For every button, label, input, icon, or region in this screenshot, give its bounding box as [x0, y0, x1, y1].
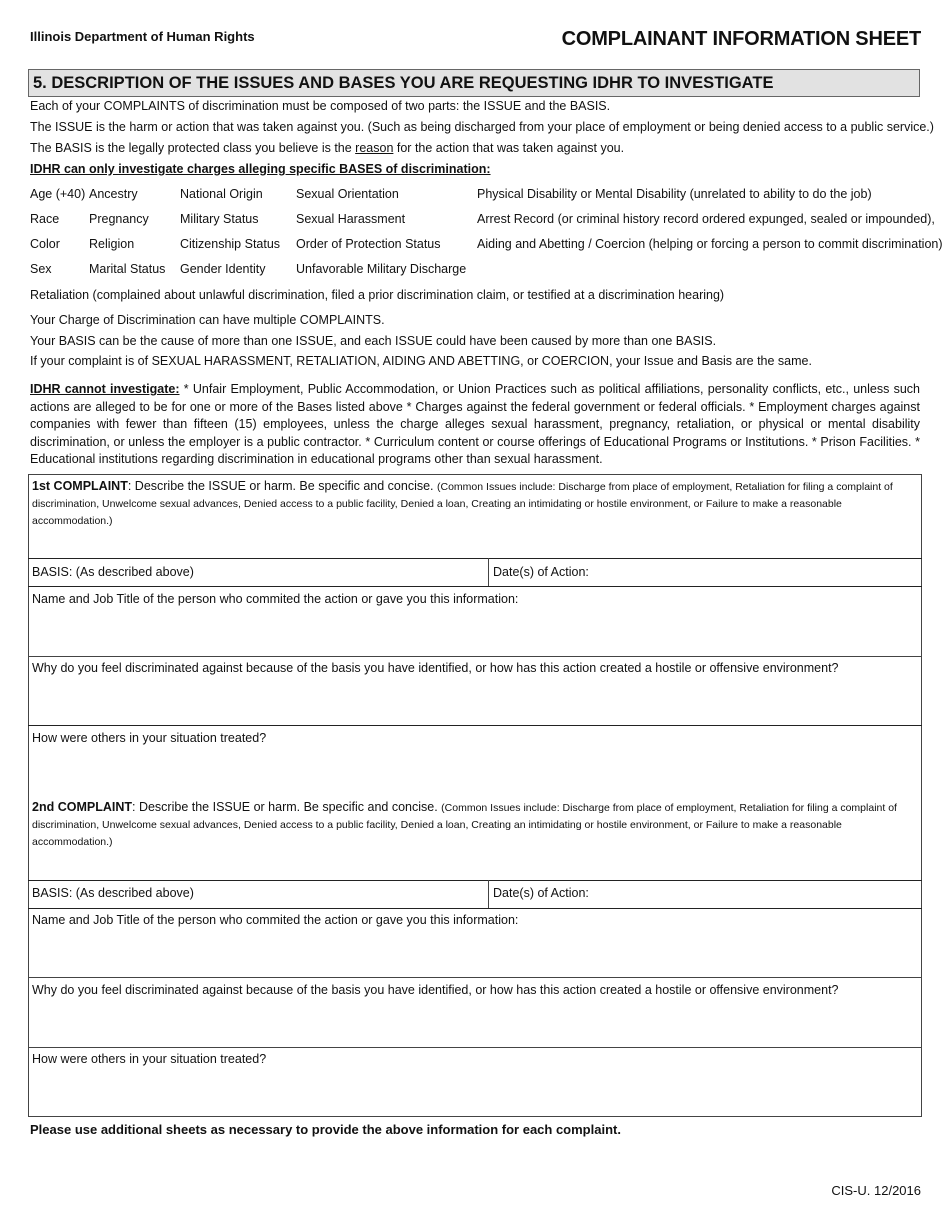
basis-cell: Ancestry — [89, 187, 138, 201]
note-line-2: Your BASIS can be the cause of more than one ISSUE, and each ISSUE could have been caused by more than one BASIS. — [30, 334, 717, 348]
divider — [28, 586, 922, 587]
complaint-1-why-field[interactable]: Why do you feel discriminated against because of the basis you have identified, or how has this action created a hostile or offensive environment? — [32, 661, 839, 675]
basis-cell: Race — [30, 212, 60, 226]
divider — [28, 908, 922, 909]
complaint-2-why-field[interactable]: Why do you feel discriminated against because of the basis you have identified, or how has this action created a hostile or offensive environment? — [32, 983, 839, 997]
intro-line-3-end: for the action that was taken against you. — [393, 141, 625, 155]
divider — [28, 977, 922, 978]
divider — [28, 558, 922, 559]
complaint-1-description-field[interactable] — [32, 478, 912, 529]
section-title: 5. DESCRIPTION OF THE ISSUES AND BASES YOU ARE REQUESTING IDHR TO INVESTIGATE — [28, 69, 920, 97]
cannot-investigate-heading: IDHR cannot investigate: — [30, 382, 180, 396]
page-title: COMPLAINANT INFORMATION SHEET — [561, 28, 921, 50]
note-line-3: If your complaint is of SEXUAL HARASSMENT, RETALIATION, AIDING AND ABETTING, or COERCION, your Issue and Basis are the same. — [30, 354, 812, 368]
basis-cell: Citizenship Status — [180, 237, 281, 251]
complaint-2-description-field[interactable] — [32, 799, 912, 850]
intro-line-3 — [30, 141, 624, 155]
basis-cell: Marital Status — [89, 262, 166, 276]
basis-cell: National Origin — [180, 187, 263, 201]
basis-cell: Aiding and Abetting / Coercion (helping or forcing a person to commit discrimination) — [477, 237, 943, 251]
additional-sheets-note: Please use additional sheets as necessary to provide the above information for each complaint. — [30, 1122, 621, 1137]
basis-cell: Gender Identity — [180, 262, 266, 276]
intro-line-3-start: The BASIS is the legally protected class you believe is the — [30, 141, 356, 155]
complaint-1-others-field[interactable]: How were others in your situation treated? — [32, 731, 267, 745]
complaint-2-common-issues: (Common Issues include: Discharge from place of employment, Retaliation for filing a complaint of discrimination, Unwelcome sexual advances, Denied access to a public facility, Denied a loan, Creating an intimidating or hostile environment, or Failure to make a reasonable accommodation.) — [32, 802, 897, 848]
divider — [488, 880, 489, 908]
form-code: CIS-U. 12/2016 — [831, 1183, 921, 1198]
complaint-2-prompt: : Describe the ISSUE or harm. Be specific and concise. — [132, 800, 442, 814]
basis-cell: Physical Disability or Mental Disability (unrelated to ability to do the job) — [477, 187, 872, 201]
complaint-1-date-field[interactable]: Date(s) of Action: — [493, 565, 589, 579]
cannot-investigate-paragraph — [30, 381, 920, 469]
divider — [28, 880, 922, 881]
bases-heading: IDHR can only investigate charges alleging specific BASES of discrimination: — [30, 162, 491, 176]
complaint-2-others-field[interactable]: How were others in your situation treated? — [32, 1052, 267, 1066]
basis-cell: Color — [30, 237, 60, 251]
divider — [28, 656, 922, 657]
cannot-investigate-body: * Unfair Employment, Public Accommodation, or Union Practices such as political affiliations, personality conflicts, etc., unless such actions are alleged to be for one or more of the Bases listed above * Charges against the federal government or federal officials. * Employment charges against companies with fewer than fifteen (15) employees, unless the charge alleges sexual harassment, pregnancy, retaliation, or physical or mental disability discrimination, or unless the employer is a public contractor. * Curriculum content or course offerings of Educational Programs or Institutions. * Prison Facilities. * Educational institutions regarding discrimination in educational programs other than sexual harassment. — [30, 382, 921, 467]
agency-name: Illinois Department of Human Rights — [30, 29, 255, 44]
basis-cell: Sexual Orientation — [296, 187, 399, 201]
complaint-1-prompt: : Describe the ISSUE or harm. Be specific and concise. — [127, 479, 438, 493]
reason-word: reason — [355, 141, 394, 155]
basis-cell: Unfavorable Military Discharge — [296, 262, 467, 276]
complaint-1-name-field[interactable]: Name and Job Title of the person who commited the action or gave you this information: — [32, 592, 519, 606]
intro-line-1: Each of your COMPLAINTS of discrimination must be composed of two parts: the ISSUE and the BASIS. — [30, 99, 611, 113]
complaint-1-common-issues: (Common Issues include: Discharge from place of employment, Retaliation for filing a complaint of discrimination, Unwelcome sexual advances, Denied access to a public facility, Denied a loan, Creating an intimidating or hostile environment, or Failure to make a reasonable accommodation.) — [32, 481, 893, 527]
complaint-2-date-field[interactable]: Date(s) of Action: — [493, 886, 589, 900]
divider — [488, 558, 489, 586]
complaint-2-name-field[interactable]: Name and Job Title of the person who commited the action or gave you this information: — [32, 913, 519, 927]
complaint-2-basis-field[interactable]: BASIS: (As described above) — [32, 886, 194, 900]
basis-cell: Sexual Harassment — [296, 212, 406, 226]
retaliation-basis: Retaliation (complained about unlawful discrimination, filed a prior discrimination claim, or testified at a discrimination hearing) — [30, 288, 725, 302]
complaint-2-label: 2nd COMPLAINT — [32, 800, 132, 814]
complaint-1-basis-field[interactable]: BASIS: (As described above) — [32, 565, 194, 579]
note-line-1: Your Charge of Discrimination can have multiple COMPLAINTS. — [30, 313, 385, 327]
basis-cell: Order of Protection Status — [296, 237, 441, 251]
complaint-1-label: 1st COMPLAINT — [32, 479, 128, 493]
basis-cell: Pregnancy — [89, 212, 149, 226]
basis-cell: Age (+40) — [30, 187, 86, 201]
basis-cell: Military Status — [180, 212, 259, 226]
basis-cell: Sex — [30, 262, 52, 276]
intro-line-2: The ISSUE is the harm or action that was taken against you. (Such as being discharged from your place of employment or being denied access to a public service.) — [30, 120, 934, 134]
basis-cell: Arrest Record (or criminal history record ordered expunged, sealed or impounded), — [477, 212, 935, 226]
divider — [28, 1047, 922, 1048]
basis-cell: Religion — [89, 237, 135, 251]
divider — [28, 725, 922, 726]
